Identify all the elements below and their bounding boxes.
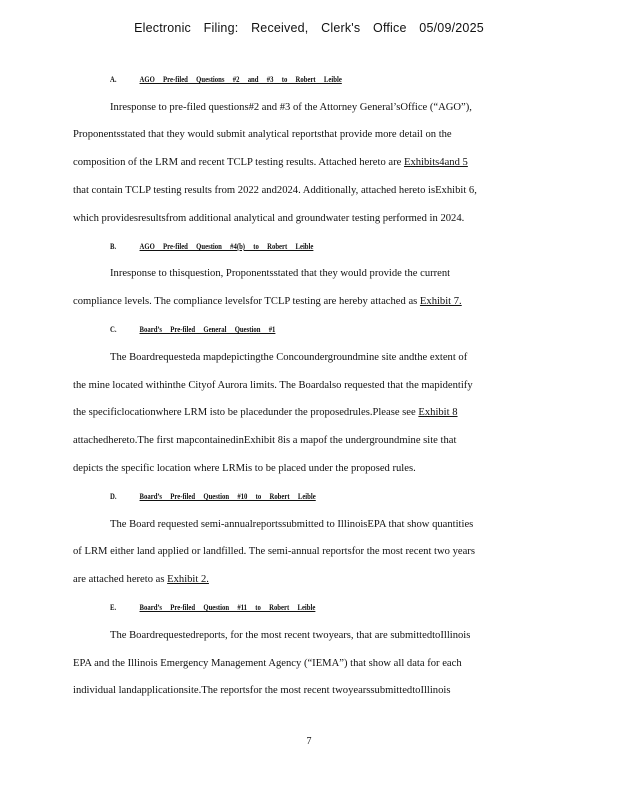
section-a-line-4: that contain TCLP testing results from 2022 and2024. Additionally, attached hereto isExhibit 6, <box>73 185 477 196</box>
section-e-letter: E. <box>110 603 117 612</box>
filing-stamp-header: Electronic Filing: Received, Clerk's Office 05/09/2025 <box>134 21 484 35</box>
section-a-line-3-text: composition of the LRM and recent TCLP testing results. Attached hereto are <box>73 157 402 168</box>
section-d-line-1: The Board requested semi-annualreportssubmitted to IllinoisEPA that show quantities <box>110 519 474 530</box>
section-a-line-2: Proponentsstated that they would submit analytical reportsthat provide more detail on the <box>73 129 452 140</box>
exhibit-7-link[interactable]: Exhibit 7. <box>419 296 462 307</box>
section-b-title: AGO Pre-filed Question #4(b) to Robert Leible <box>139 242 314 251</box>
section-d-letter: D. <box>110 492 117 501</box>
section-b-line-2-text: compliance levels. The compliance levelsfor TCLP testing are hereby attached as <box>73 296 418 307</box>
section-a-line-3 <box>73 156 553 170</box>
section-e-heading <box>110 602 315 614</box>
section-a-title: AGO Pre-filed Questions #2 and #3 to Robert Leible <box>139 75 342 84</box>
section-b-line-2 <box>73 295 553 309</box>
section-a-line-5: which providesresultsfrom additional analytical and groundwater testing performed in 2024. <box>73 213 465 224</box>
section-e-title: Board’s Pre-filed Question #11 to Robert Leible <box>139 603 316 612</box>
section-e-line-2: EPA and the Illinois Emergency Management Agency (“IEMA”) that show all data for each <box>73 658 462 669</box>
section-a-line-1: Inresponse to pre-filed questions#2 and #3 of the Attorney General’sOffice (“AGO”), <box>110 102 472 113</box>
section-d-title: Board’s Pre-filed Question #10 to Robert Leible <box>139 492 316 501</box>
exhibits-4-5-link[interactable]: Exhibits4and 5 <box>403 157 468 168</box>
section-c-line-2: the mine located withinthe Cityof Aurora limits. The Boardalso requested that the mapidentify <box>73 380 473 391</box>
exhibit-2-link[interactable]: Exhibit 2. <box>167 574 209 585</box>
section-c-letter: C. <box>110 325 117 334</box>
section-c-heading <box>110 324 275 336</box>
section-b-letter: B. <box>110 242 117 251</box>
section-c-line-3-text: the specificlocationwhere LRM isto be placedunder the proposedrules.Please see <box>73 407 416 418</box>
section-b-heading <box>110 241 313 253</box>
section-e-line-1: The Boardrequestedreports, for the most recent twoyears, that are submittedtoIllinois <box>110 630 471 641</box>
section-a-heading <box>110 74 342 86</box>
section-d-heading <box>110 491 316 503</box>
section-c-line-5: depicts the specific location where LRMis to be placed under the proposed rules. <box>73 463 416 474</box>
section-e-line-3: individual landapplicationsite.The reportsfor the most recent twoyearssubmittedtoIllinois <box>73 685 451 696</box>
section-c-title: Board’s Pre-filed General Question #1 <box>139 325 276 334</box>
section-d-line-2: of LRM either land applied or landfilled. The semi-annual reportsfor the most recent two years <box>73 546 475 557</box>
page-number: 7 <box>306 736 312 747</box>
section-b-line-1: Inresponse to thisquestion, Proponentsstated that they would provide the current <box>110 268 451 279</box>
section-d-line-3 <box>73 573 553 587</box>
section-c-line-4: attachedhereto.The first mapcontainedinExhibit 8is a mapof the undergroundmine site that <box>73 435 457 446</box>
section-d-line-3-text: are attached hereto as <box>73 574 165 585</box>
section-c-line-3 <box>73 406 553 420</box>
section-c-line-1: The Boardrequesteda mapdepictingthe Concoundergroundmine site andthe extent of <box>110 352 468 363</box>
exhibit-8-link[interactable]: Exhibit 8 <box>418 407 458 418</box>
section-a-letter: A. <box>110 75 117 84</box>
